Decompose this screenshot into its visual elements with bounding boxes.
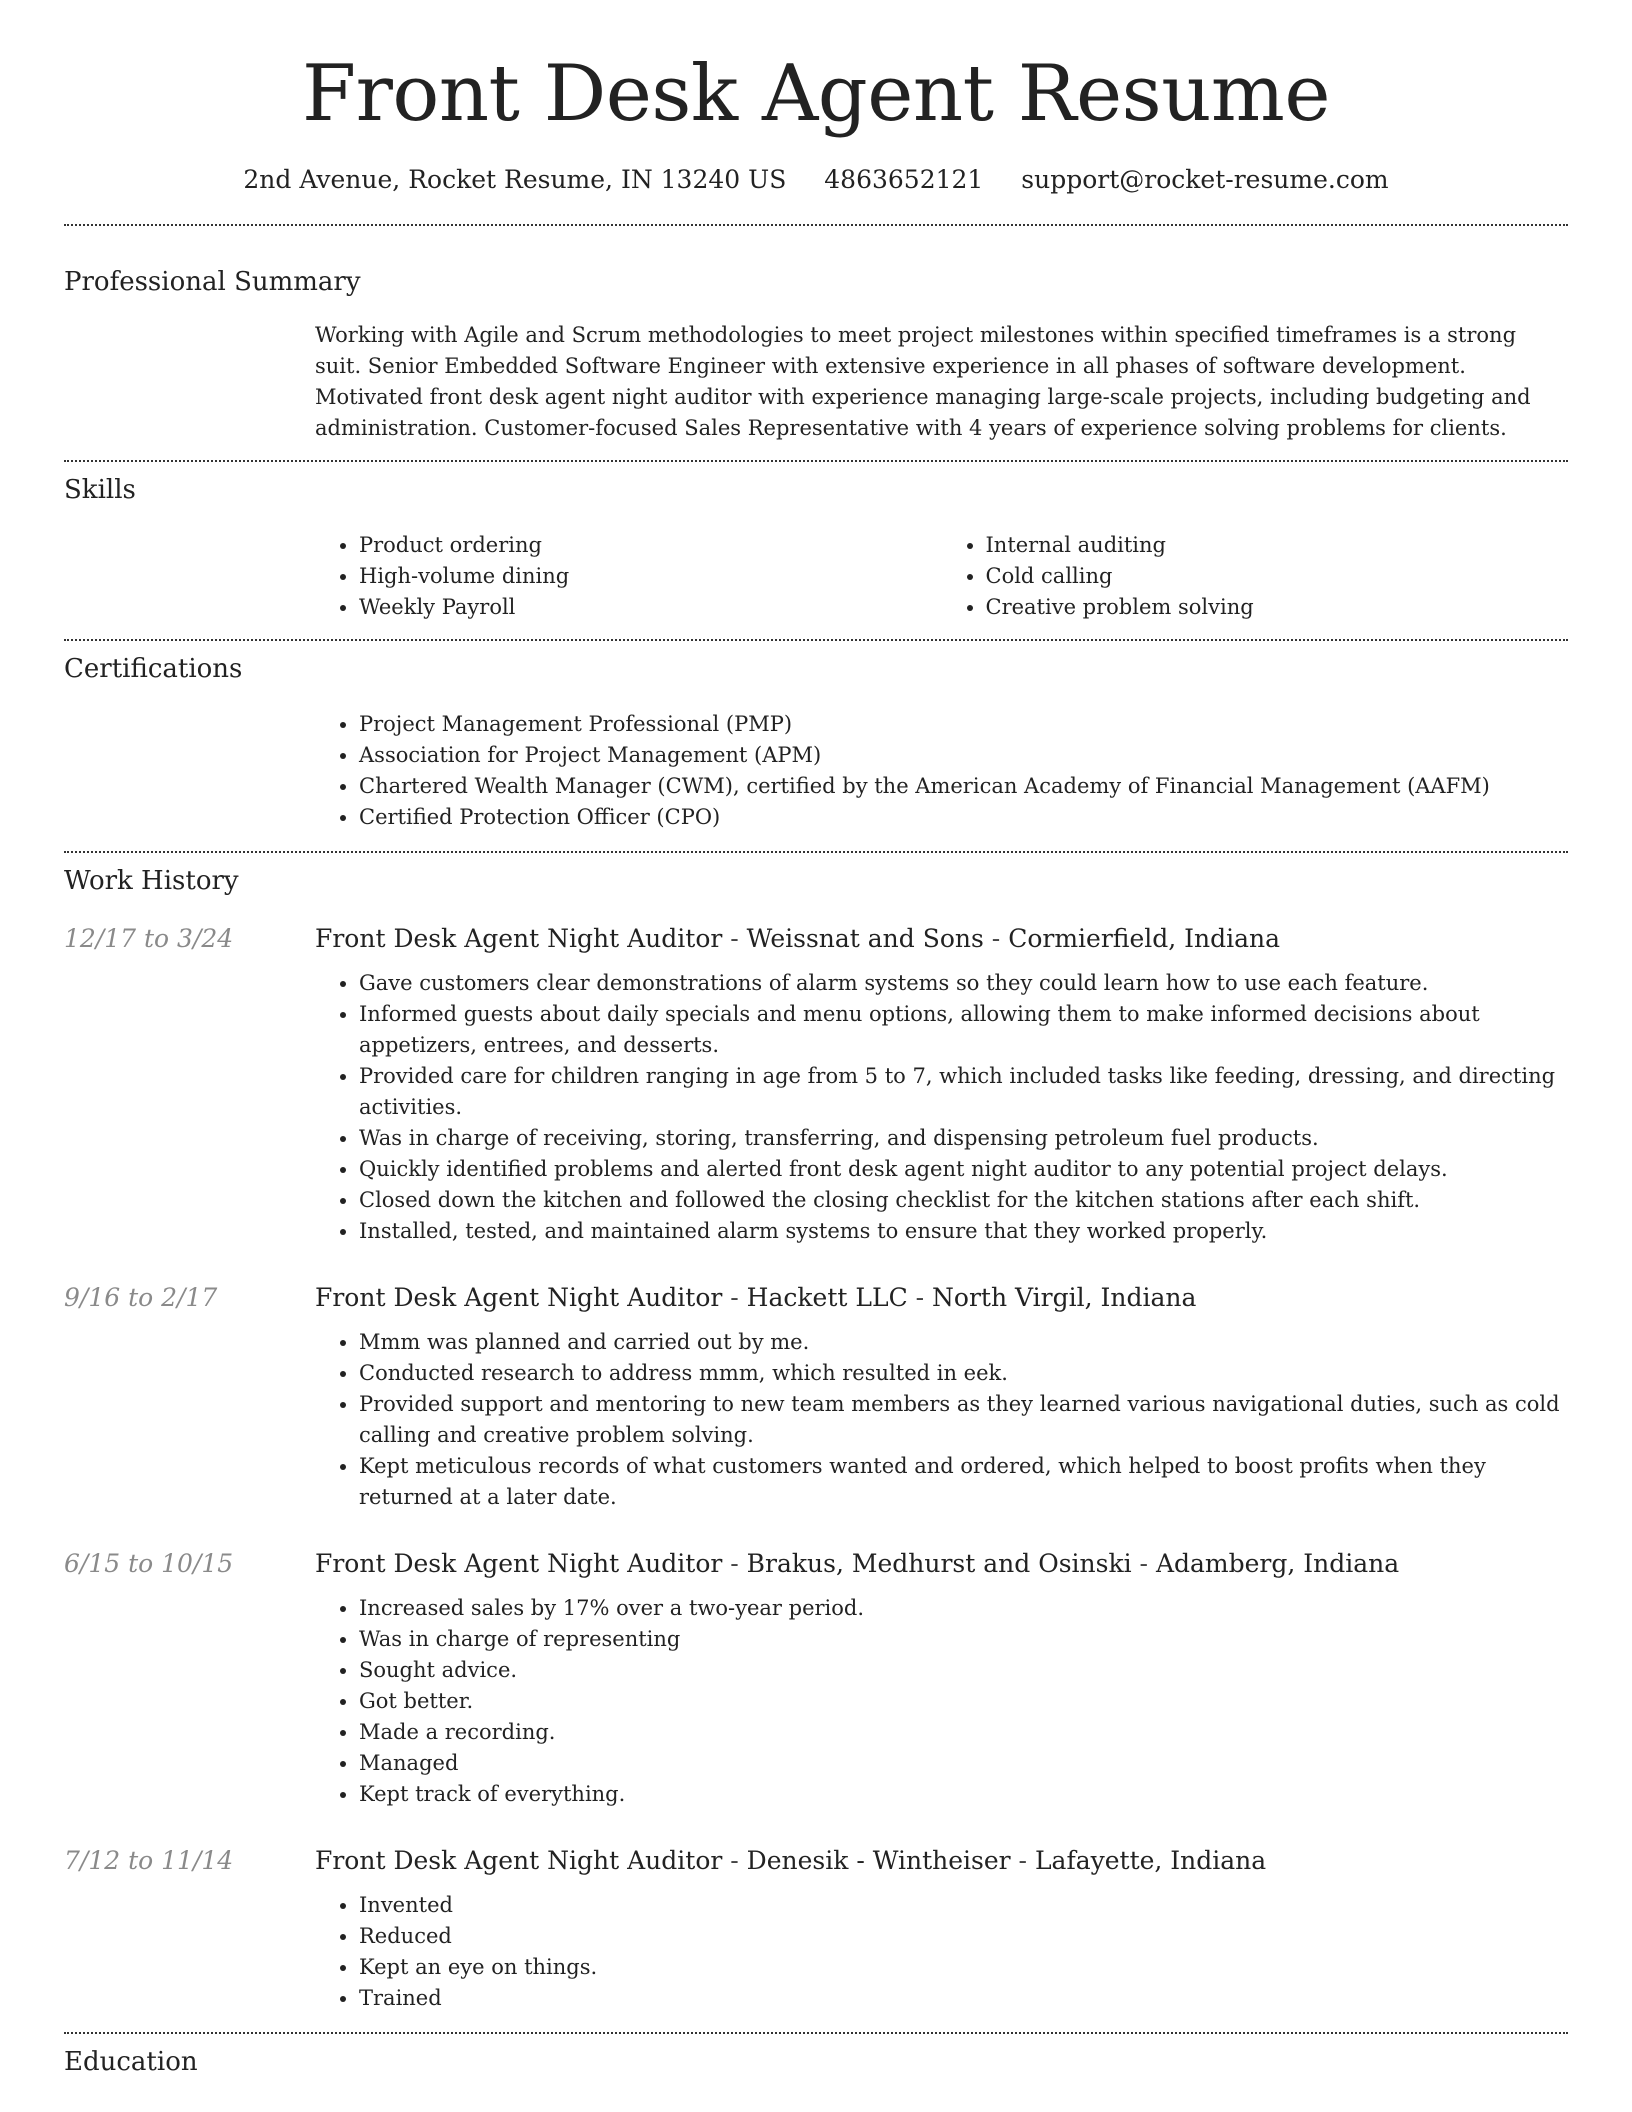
job-bullet: • Reduced: [359, 1921, 1568, 1952]
summary-heading: Professional Summary: [64, 267, 361, 298]
job-bullet: • Increased sales by 17% over a two-year period.: [359, 1593, 1568, 1624]
job-location: Lafayette, Indiana: [1034, 1846, 1267, 1876]
job-bullet-list: [315, 1327, 1568, 1513]
job-dates: 6/15 to 10/15: [64, 1549, 234, 1579]
certification-item: • Project Management Professional (PMP): [359, 709, 1568, 740]
certifications-body: [315, 709, 1568, 851]
job-heading: Front Desk Agent Night Auditor - Hackett LLC - North Virgil, Indiana: [315, 1283, 1197, 1313]
contact-phone: 4863652121: [824, 164, 984, 194]
job-bullet: • Trained: [359, 1983, 1568, 2014]
job-heading: Front Desk Agent Night Auditor - Denesik - Wintheiser - Lafayette, Indiana: [315, 1846, 1267, 1876]
skill-item: • High-volume dining: [359, 561, 942, 592]
certifications-section: [64, 641, 1568, 851]
contact-line: [64, 164, 1568, 197]
job-entry: [64, 1547, 1568, 1810]
job-bullet: • Managed: [359, 1748, 1568, 1779]
job-dates: 12/17 to 3/24: [64, 924, 234, 954]
job-bullet-list: [315, 968, 1568, 1247]
job-bullet: • Provided care for children ranging in age from 5 to 7, which included tasks like feeding, dressing, and directing activities.: [359, 1061, 1568, 1123]
skills-list-right: [942, 530, 1569, 623]
job-details: [315, 922, 1568, 1247]
job-entry: [64, 1844, 1568, 2014]
skill-item: • Product ordering: [359, 530, 942, 561]
summary-text: Working with Agile and Scrum methodologies to meet project milestones within specified timeframes is a strong suit. Senior Embedded Software Engineer with extensive experience in all phases of software development. Motivated front desk agent night auditor with experience managing large-scale projects, including budgeting and administration. Customer-focused Sales Representative with 4 years of experience solving problems for clients.: [315, 323, 1531, 441]
job-entry: [64, 1281, 1568, 1513]
job-bullet-list: [315, 1593, 1568, 1810]
job-heading: Front Desk Agent Night Auditor - Weissnat and Sons - Cormierfield, Indiana: [315, 924, 1281, 954]
skills-grid: [315, 530, 1568, 639]
job-role: Front Desk Agent Night Auditor: [315, 1549, 723, 1579]
job-role: Front Desk Agent Night Auditor: [315, 1283, 723, 1313]
certification-item: • Association for Project Management (APM): [359, 740, 1568, 771]
job-bullet: • Gave customers clear demonstrations of alarm systems so they could learn how to use each feature.: [359, 968, 1568, 999]
job-company: Brakus, Medhurst and Osinski: [746, 1549, 1132, 1579]
job-bullet: • Provided support and mentoring to new team members as they learned various navigational duties, such as cold calling and creative problem solving.: [359, 1389, 1568, 1451]
job-bullet: • Quickly identified problems and alerted front desk agent night auditor to any potential project delays.: [359, 1154, 1568, 1185]
job-heading: Front Desk Agent Night Auditor - Brakus, Medhurst and Osinski - Adamberg, Indiana: [315, 1549, 1400, 1579]
job-bullet: • Conducted research to address mmm, which resulted in eek.: [359, 1358, 1568, 1389]
work-history-heading: Work History: [64, 865, 239, 896]
certifications-list: [315, 709, 1568, 833]
skill-item: • Weekly Payroll: [359, 592, 942, 623]
skills-list-left: [315, 530, 942, 623]
job-company: Hackett LLC: [746, 1283, 908, 1313]
contact-address: 2nd Avenue, Rocket Resume, IN 13240 US: [243, 164, 787, 194]
skill-item: • Internal auditing: [986, 530, 1569, 561]
job-bullet: • Closed down the kitchen and followed the closing checklist for the kitchen stations after each shift.: [359, 1185, 1568, 1216]
job-bullet: • Invented: [359, 1890, 1568, 1921]
certifications-heading: Certifications: [64, 653, 243, 684]
job-location: Cormierfield, Indiana: [1008, 924, 1281, 954]
job-bullet: • Mmm was planned and carried out by me.: [359, 1327, 1568, 1358]
job-bullet-list: [315, 1890, 1568, 2014]
education-section: [64, 2034, 1568, 2080]
job-details: [315, 1281, 1568, 1513]
job-company: Weissnat and Sons: [746, 924, 984, 954]
job-bullet: • Installed, tested, and maintained alarm systems to ensure that they worked properly.: [359, 1216, 1568, 1247]
skills-heading: Skills: [64, 475, 136, 506]
education-heading: Education: [64, 2047, 198, 2078]
job-bullet: • Made a recording.: [359, 1717, 1568, 1748]
job-entry: [64, 922, 1568, 1247]
certification-item: • Chartered Wealth Manager (CWM), certified by the American Academy of Financial Management (AAFM): [359, 771, 1568, 802]
job-dates: 9/16 to 2/17: [64, 1283, 218, 1313]
job-role: Front Desk Agent Night Auditor: [315, 1846, 723, 1876]
summary-section: [64, 226, 1568, 460]
job-details: [315, 1844, 1568, 2014]
skill-item: • Cold calling: [986, 561, 1569, 592]
job-bullet: • Kept meticulous records of what customers wanted and ordered, which helped to boost profits when they returned at a later date.: [359, 1451, 1568, 1513]
certification-item: • Certified Protection Officer (CPO): [359, 802, 1568, 833]
skills-section: [64, 462, 1568, 639]
job-bullet: • Kept track of everything.: [359, 1779, 1568, 1810]
resume-title: Front Desk Agent Resume: [301, 49, 1331, 139]
job-bullet: • Kept an eye on things.: [359, 1952, 1568, 1983]
job-bullet: • Was in charge of receiving, storing, transferring, and dispensing petroleum fuel products.: [359, 1123, 1568, 1154]
job-bullet: • Sought advice.: [359, 1655, 1568, 1686]
job-bullet: • Was in charge of representing: [359, 1624, 1568, 1655]
job-location: Adamberg, Indiana: [1155, 1549, 1400, 1579]
job-bullet: • Got better.: [359, 1686, 1568, 1717]
contact-email: support@rocket-resume.com: [1021, 164, 1389, 194]
job-company: Denesik - Wintheiser: [746, 1846, 1011, 1876]
job-bullet: • Informed guests about daily specials and menu options, allowing them to make informed decisions about appetizers, entrees, and desserts.: [359, 999, 1568, 1061]
work-history-section: [64, 853, 1568, 2033]
job-role: Front Desk Agent Night Auditor: [315, 924, 723, 954]
skill-item: • Creative problem solving: [986, 592, 1569, 623]
job-location: North Virgil, Indiana: [932, 1283, 1197, 1313]
job-details: [315, 1547, 1568, 1810]
job-dates: 7/12 to 11/14: [64, 1846, 234, 1876]
